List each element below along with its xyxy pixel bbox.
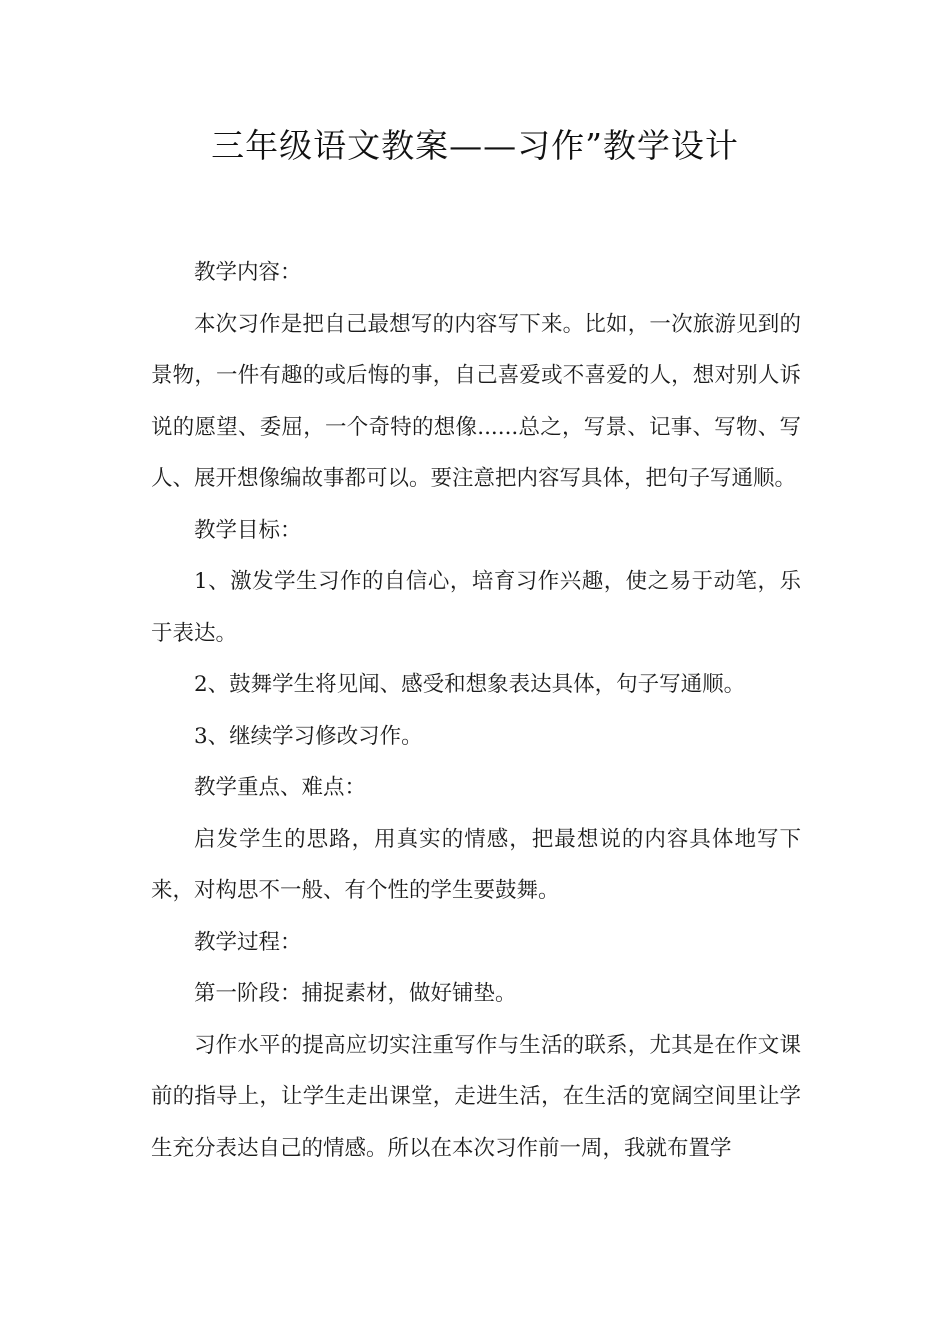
heading-teaching-process: 教学过程： xyxy=(194,929,302,955)
document-title: 三年级语文教案——习作”教学设计 xyxy=(211,126,739,165)
heading-key-points: 教学重点、难点： xyxy=(194,775,367,800)
goal-item-2: 2、鼓舞学生将见闻、感受和想象表达具体，句子写通顺。 xyxy=(194,672,746,697)
stage-one-heading: 第一阶段：捕捉素材，做好铺垫。 xyxy=(194,981,517,1006)
goal-item-3: 3、继续学习修改习作。 xyxy=(194,723,423,749)
heading-teaching-goals: 教学目标： xyxy=(194,517,302,543)
document-body xyxy=(151,247,801,1174)
goal-item-1: 1、激发学生习作的自信心，培育习作兴趣，使之易于动笔，乐于表达。 xyxy=(151,569,801,646)
paragraph-key-points: 启发学生的思路，用真实的情感，把最想说的内容具体地写下来，对构思不一般、有个性的学生要鼓舞。 xyxy=(151,826,801,903)
paragraph-stage-one: 习作水平的提高应切实注重写作与生活的联系，尤其是在作文课前的指导上，让学生走出课堂，走进生活，在生活的宽阔空间里让学生充分表达自己的情感。所以在本次习作前一周，我就布置学 xyxy=(151,1032,801,1161)
paragraph-teaching-content: 本次习作是把自己最想写的内容写下来。比如，一次旅游见到的景物，一件有趣的或后悔的事，自己喜爱或不喜爱的人，想对别人诉说的愿望、委屈，一个奇特的想像......总之，写景、记事、写物、写人、展开想像编故事都可以。要注意把内容写具体，把句子写通顺。 xyxy=(151,311,801,491)
heading-teaching-content: 教学内容： xyxy=(194,260,302,285)
